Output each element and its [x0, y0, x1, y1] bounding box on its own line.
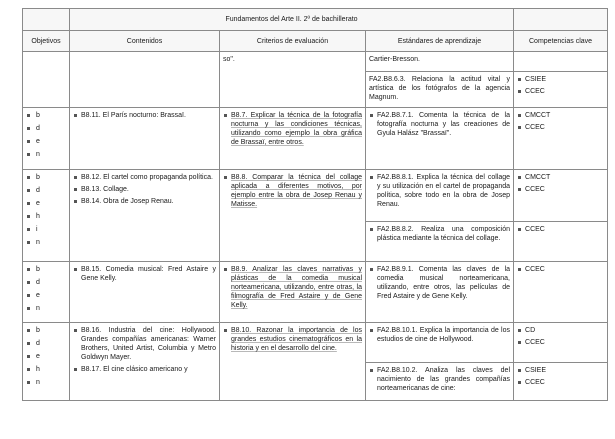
table-row: [23, 262, 608, 323]
contenido-item: B8.17. El cine clásico americano y: [73, 365, 216, 374]
estandar-cell: [366, 323, 514, 363]
criterio-text: B8.9. Analizar las claves narrativas y plásticas de la comedia musical norteamericana, utilizando, entre otras, la filmografía de Fred Astaire y de Gene Kelly.: [223, 265, 362, 310]
title-row: [23, 9, 608, 31]
competencias-cell: [514, 262, 608, 323]
criterios-cell: [220, 108, 366, 170]
curriculum-table-page: [22, 8, 607, 401]
objetivo-item: n: [26, 378, 66, 387]
competencia-item: CD: [517, 326, 604, 335]
objetivos-cell: [23, 52, 70, 108]
objetivo-item: d: [26, 339, 66, 348]
contenido-item: B8.12. El cartel como propaganda política.: [73, 173, 216, 182]
contenido-item: B8.11. El París nocturno: Brassaï.: [73, 111, 216, 120]
objetivo-item: h: [26, 212, 66, 221]
objetivo-item: b: [26, 265, 66, 274]
estandar-text: FA2.B8.10.2. Analiza las claves del nacimiento de las grandes compañías norteamericanas de cine:: [369, 366, 510, 393]
objetivo-item: n: [26, 304, 66, 313]
competencias-cell: [514, 323, 608, 363]
table-row: [23, 170, 608, 222]
objetivo-item: b: [26, 111, 66, 120]
title-spacer-right: [514, 9, 608, 31]
competencias-cell: [514, 363, 608, 401]
objetivo-item: i: [26, 225, 66, 234]
curriculum-table: [22, 8, 608, 401]
header-estandares: Estándares de aprendizaje: [366, 31, 514, 52]
contenido-item: B8.14. Obra de Josep Renau.: [73, 197, 216, 206]
header-contenidos: Contenidos: [70, 31, 220, 52]
criterios-cell: [220, 262, 366, 323]
estandar-text: FA2.B8.6.3. Relaciona la actitud vital y artística de los fotógrafos de la agencia Magnum.: [369, 76, 511, 101]
criterios-cell: [220, 323, 366, 401]
estandar-cell: [366, 363, 514, 401]
table-row: [23, 323, 608, 363]
table-title: Fundamentos del Arte II. 2º de bachillerato: [70, 9, 514, 31]
criterios-cell: [220, 52, 366, 108]
criterio-text: so".: [223, 56, 235, 63]
table-row: [23, 52, 608, 72]
estandar-cell: [366, 222, 514, 262]
contenido-item: B8.15. Comedia musical: Fred Astaire y Gene Kelly.: [73, 265, 216, 283]
objetivos-cell: [23, 262, 70, 323]
objetivo-item: d: [26, 278, 66, 287]
competencia-item: CMCCT: [517, 111, 604, 120]
estandar-text: Cartier-Bresson.: [369, 56, 420, 63]
objetivos-cell: [23, 170, 70, 262]
competencias-cell: [514, 108, 608, 170]
criterio-text: B8.7. Explicar la técnica de la fotografía nocturna y las condiciones técnicas, utilizando como ejemplo la obra gráfica de Brassaï, entre otros.: [223, 111, 362, 147]
contenido-item: B8.13. Collage.: [73, 185, 216, 194]
competencia-item: CSIEE: [517, 75, 604, 84]
estandar-cell: [366, 72, 514, 108]
estandar-cell: [366, 170, 514, 222]
objetivo-item: b: [26, 326, 66, 335]
estandar-text: FA2.B8.8.1. Explica la técnica del collage y su utilización en el cartel de propaganda política, sobre todo en la obra de Josep Renau.: [369, 173, 510, 209]
criterio-text: B8.10. Razonar la importancia de los grandes estudios cinematográficos en la historia y en el desarrollo del cine.: [223, 326, 362, 353]
header-criterios: Criterios de evaluación: [220, 31, 366, 52]
competencia-item: CSIEE: [517, 366, 604, 375]
competencia-item: CCEC: [517, 378, 604, 387]
competencia-item: CCEC: [517, 338, 604, 347]
estandar-text: FA2.B8.7.1. Comenta la técnica de la fotografía nocturna y las creaciones de Gyula Halász "Brassaï".: [369, 111, 510, 138]
competencia-item: CCEC: [517, 185, 604, 194]
estandar-text: FA2.B8.8.2. Realiza una composición plástica mediante la técnica del collage.: [369, 225, 510, 243]
objetivo-item: n: [26, 238, 66, 247]
criterios-cell: [220, 170, 366, 262]
objetivos-cell: [23, 323, 70, 401]
estandar-cell: [366, 52, 514, 72]
estandar-text: FA2.B8.9.1. Comenta las claves de la comedia musical norteamericana, utilizando, entre otros, las películas de Fred Astaire y de Gene Kelly.: [369, 265, 510, 301]
contenidos-cell: [70, 262, 220, 323]
objetivo-item: e: [26, 291, 66, 300]
objetivo-item: e: [26, 352, 66, 361]
objetivo-item: d: [26, 186, 66, 195]
objetivo-item: b: [26, 173, 66, 182]
header-competencias: Competencias clave: [514, 31, 608, 52]
objetivo-item: e: [26, 137, 66, 146]
competencias-cell: [514, 52, 608, 72]
contenidos-cell: [70, 170, 220, 262]
title-spacer-left: [23, 9, 70, 31]
objetivo-item: n: [26, 150, 66, 159]
contenidos-cell: [70, 52, 220, 108]
header-objetivos: Objetivos: [23, 31, 70, 52]
competencia-item: CCEC: [517, 225, 604, 234]
contenido-item: B8.16. Industria del cine: Hollywood. Grandes compañías americanas: Warner Brothers, United Artist, Columbia y Metro Goldwyn Mayer.: [73, 326, 216, 362]
competencia-item: CMCCT: [517, 173, 604, 182]
competencias-cell: [514, 222, 608, 262]
competencia-item: CCEC: [517, 87, 604, 96]
objetivo-item: h: [26, 365, 66, 374]
estandar-cell: [366, 262, 514, 323]
contenidos-cell: [70, 108, 220, 170]
table-row: [23, 108, 608, 170]
competencias-cell: [514, 72, 608, 108]
criterio-text: B8.8. Comparar la técnica del collage aplicada a diferentes motivos, por ejemplo entre la obra de Josep Renau y Matisse.: [223, 173, 362, 209]
header-row: [23, 31, 608, 52]
competencia-item: CCEC: [517, 123, 604, 132]
objetivos-cell: [23, 108, 70, 170]
competencia-item: CCEC: [517, 265, 604, 274]
objetivo-item: e: [26, 199, 66, 208]
objetivo-item: d: [26, 124, 66, 133]
estandar-cell: [366, 108, 514, 170]
contenidos-cell: [70, 323, 220, 401]
estandar-text: FA2.B8.10.1. Explica la importancia de los estudios de cine de Hollywood.: [369, 326, 510, 344]
competencias-cell: [514, 170, 608, 222]
